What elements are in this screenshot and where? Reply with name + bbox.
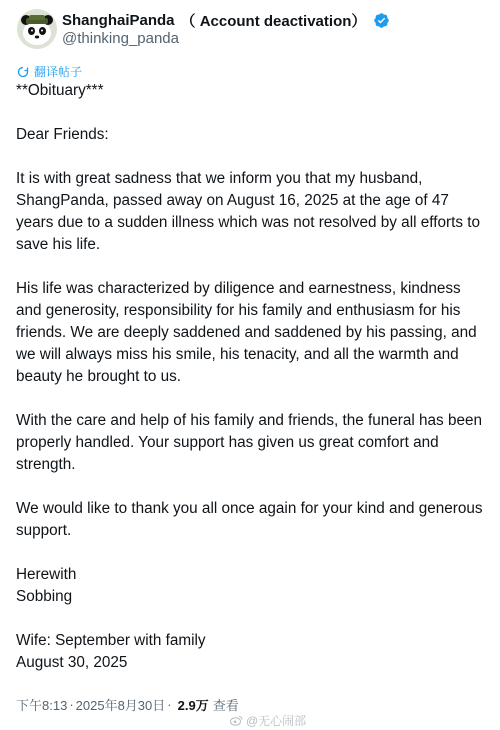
watermark-text: @无心闹部 (246, 714, 307, 728)
author-display-name[interactable]: ShanghaiPanda (62, 11, 175, 29)
view-count-label: 查看 (212, 698, 239, 713)
weibo-logo-icon (230, 715, 243, 726)
account-status-note: （ Account deactivation） (180, 12, 367, 30)
author-avatar[interactable] (17, 9, 57, 49)
watermark (230, 712, 306, 729)
translate-label[interactable]: 翻译帖子 (34, 65, 83, 79)
post-body (16, 80, 488, 674)
post-signature: Wife: September with family (16, 632, 206, 649)
panda-avatar-icon (17, 9, 57, 49)
author-name-row[interactable] (62, 10, 390, 30)
post-date: August 30, 2025 (16, 654, 128, 671)
translate-post-link[interactable] (17, 63, 82, 80)
post-paragraph-4: We would like to thank you all once again for your kind and generous support. (16, 500, 483, 539)
post-paragraph-1: It is with great sadness that we inform you that my husband, ShangPanda, passed away on August 16, 2025 at the age of 47 years due to a sudden illness which was not resolved by all efforts to save his life. (16, 170, 480, 253)
meta-separator: · (69, 697, 74, 712)
verified-badge-icon (373, 12, 390, 29)
translate-icon (17, 66, 29, 78)
view-count: 2.9万 (177, 698, 209, 713)
post-meta (16, 695, 239, 714)
post-closing-2: Sobbing (16, 588, 73, 605)
post-date-cn[interactable]: 2025年8月30日 (75, 698, 166, 713)
post-heading: **Obituary*** (16, 82, 104, 99)
post-closing-1: Herewith (16, 566, 77, 583)
post-greeting: Dear Friends: (16, 126, 109, 143)
author-handle[interactable]: @thinking_panda (62, 30, 179, 47)
post-paragraph-3: With the care and help of his family and friends, the funeral has been properly handled. Your support has given us great comfort and strength. (16, 412, 482, 473)
post-time[interactable]: 下午8:13 (16, 698, 68, 713)
meta-separator-2: · (167, 697, 172, 712)
post-paragraph-2: His life was characterized by diligence and earnestness, kindness and generosity, responsibility for his family and enthusiasm for his friends. We are deeply saddened and saddened by his passing, and we will always miss his smile, his tenacity, and all the warmth and beauty he brought to us. (16, 280, 477, 385)
